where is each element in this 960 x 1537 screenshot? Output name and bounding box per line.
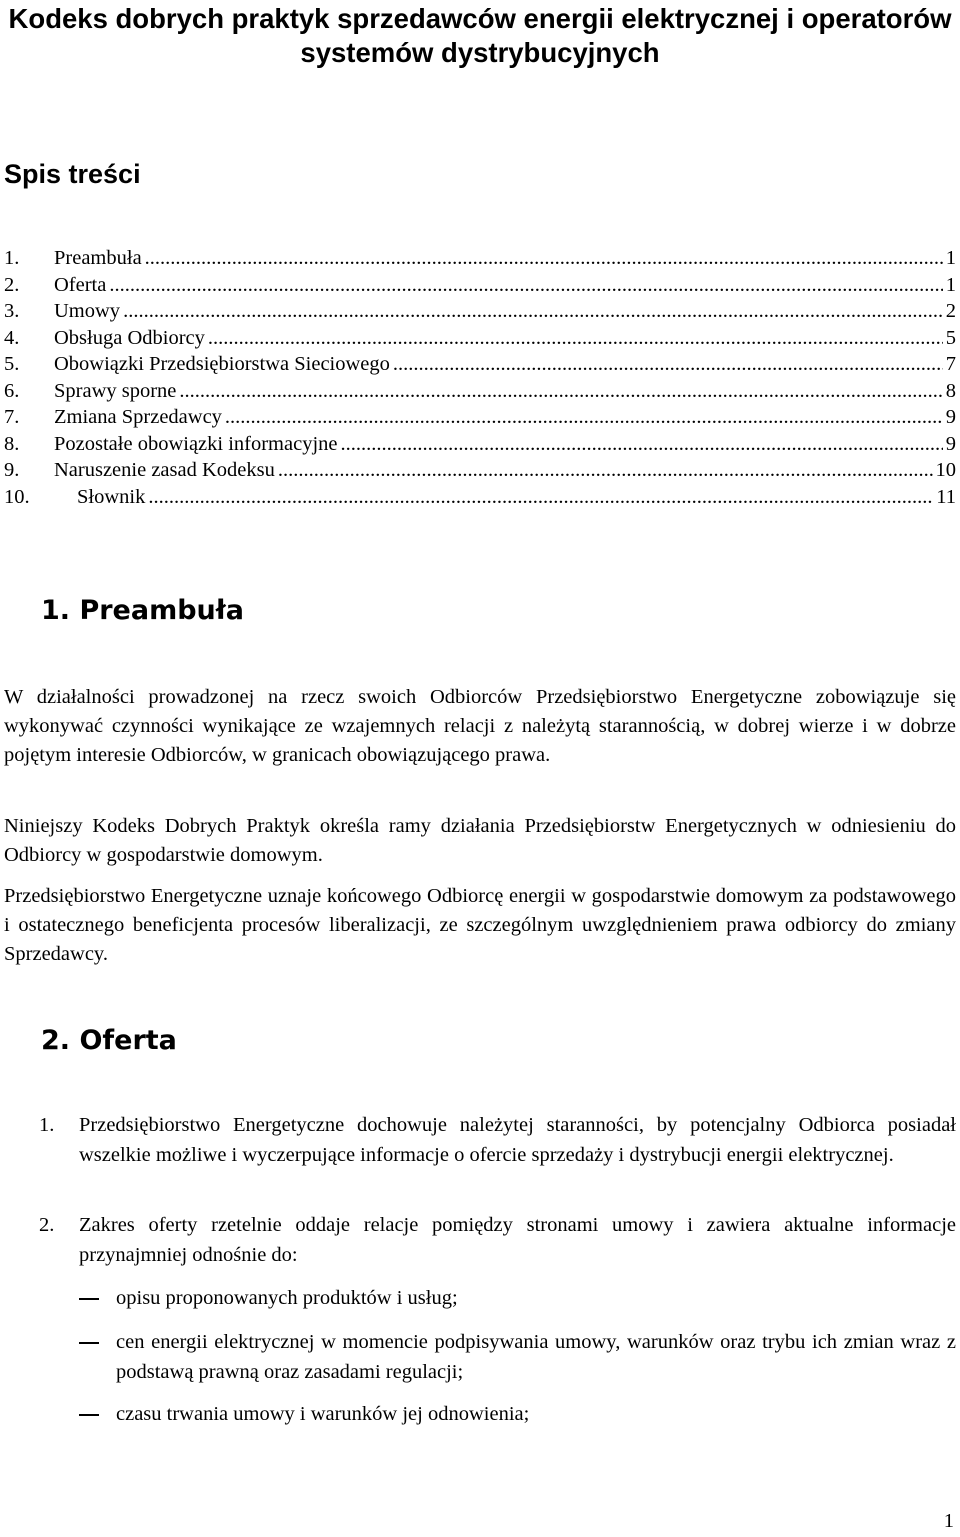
toc-dot-leader [341, 431, 943, 458]
document-title: Kodeks dobrych praktyk sprzedawców energii elektrycznej i operatorów systemów dystrybucyjnych [8, 3, 952, 68]
list-item-text: Zakres oferty rzetelnie oddaje relacje pomiędzy stronami umowy i zawiera aktualne informacje przynajmniej odnośnie do: [79, 1214, 956, 1266]
toc-entry-number: 6. [4, 379, 20, 402]
toc-entry[interactable] [4, 457, 956, 484]
toc-entry-label: Umowy [54, 300, 121, 322]
dash-item-text: czasu trwania umowy i warunków jej odnowienia; [116, 1403, 530, 1425]
toc-entry-page: 1 [945, 273, 956, 296]
toc-entry-label: Pozostałe obowiązki informacyjne [54, 432, 338, 455]
toc-entry-label: Sprawy sporne [54, 379, 177, 402]
toc-entry-number: 7. [4, 406, 20, 428]
toc-entry-page: 11 [936, 485, 956, 508]
toc-entry-page: 9 [945, 432, 956, 455]
section-heading-preambula: 1. Preambuła [41, 595, 245, 626]
dash-item-text: opisu proponowanych produktów i usług; [116, 1287, 458, 1309]
toc-dot-leader [109, 272, 942, 299]
toc-entry[interactable] [4, 325, 956, 352]
toc-entry-number: 4. [4, 326, 20, 349]
toc-entry-number: 8. [4, 432, 20, 455]
section-heading-oferta: 2. Oferta [41, 1025, 177, 1056]
toc-entry-number: 5. [4, 353, 20, 375]
toc-dot-leader [208, 325, 943, 352]
toc-dot-leader [148, 484, 933, 511]
toc-entry-label: Zmiana Sprzedawcy [54, 406, 222, 428]
toc-entry-number: 9. [4, 459, 20, 481]
toc-entry-page: 9 [945, 406, 956, 428]
toc-entry[interactable] [4, 431, 956, 458]
paragraph: Niniejszy Kodeks Dobrych Praktyk określa ramy działania Przedsiębiorstw Energetycznych w odniesieniu do Odbiorcy w gospodarstwie domowym. [4, 815, 956, 866]
toc-dot-leader [225, 404, 943, 431]
toc-entry-label: Oferta [54, 273, 107, 296]
toc-entry-number: 10. [4, 485, 30, 508]
dash-list-item [79, 1284, 956, 1314]
dash-bullet-icon [79, 1284, 99, 1300]
toc-entry-page: 7 [945, 353, 956, 375]
toc-entry-label: Obowiązki Przedsiębiorstwa Sieciowego [54, 353, 390, 375]
toc-dot-leader [123, 298, 943, 325]
list-item-text: Przedsiębiorstwo Energetyczne dochowuje należytej staranności, by potencjalny Odbiorca posiadał wszelkie możliwe i wyczerpujące informacje o ofercie sprzedaży i dystrybucji energii elektrycznej. [79, 1114, 956, 1166]
toc-entry-number: 1. [4, 247, 20, 269]
toc-entry[interactable] [4, 272, 956, 299]
toc-entry[interactable] [4, 351, 956, 378]
toc-entry-label: Naruszenie zasad Kodeksu [54, 459, 275, 481]
toc-dot-leader [278, 457, 933, 484]
toc-entry-page: 5 [945, 326, 956, 349]
numbered-list-item [39, 1211, 956, 1270]
toc-entry-label: Preambuła [54, 247, 142, 269]
toc-entry-page: 2 [945, 300, 956, 322]
toc-dot-leader [179, 378, 942, 405]
toc-entry-page: 10 [935, 459, 956, 481]
toc-entry[interactable] [4, 404, 956, 431]
paragraph: W działalności prowadzonej na rzecz swoich Odbiorców Przedsiębiorstwo Energetyczne zobowiązuje się wykonywać czynności wynikające ze wzajemnych relacji z należytą starannością, w dobrej wierze i w dobrze pojętym interesie Odbiorców, w granicach obowiązującego prawa. [4, 686, 956, 766]
toc-entry-number: 2. [4, 273, 20, 296]
toc-entry[interactable] [4, 245, 956, 272]
list-item-number: 2. [39, 1214, 55, 1236]
paragraph: Przedsiębiorstwo Energetyczne uznaje końcowego Odbiorcę energii w gospodarstwie domowym za podstawowego i ostatecznego beneficjenta procesów liberalizacji, ze szczególnym uwzględnieniem prawa odbiorcy do zmiany Sprzedawcy. [4, 885, 956, 965]
toc-entry-number: 3. [4, 300, 20, 322]
toc-entry[interactable] [4, 484, 956, 511]
dash-list-item [79, 1328, 956, 1387]
toc-entry[interactable] [4, 298, 956, 325]
list-item-number: 1. [39, 1114, 55, 1136]
dash-item-text: cen energii elektrycznej w momencie podpisywania umowy, warunków oraz trybu ich zmian wraz z podstawą prawną oraz zasadami regulacji; [116, 1331, 956, 1383]
toc-entry-label: Obsługa Odbiorcy [54, 326, 205, 349]
table-of-contents [4, 245, 956, 510]
toc-entry-page: 8 [945, 379, 956, 402]
toc-entry-page: 1 [945, 247, 956, 269]
dash-bullet-icon [79, 1400, 99, 1416]
toc-dot-leader [145, 245, 943, 272]
toc-heading: Spis treści [4, 159, 141, 189]
toc-entry-label: Słownik [77, 485, 146, 508]
dash-bullet-icon [79, 1328, 99, 1344]
dash-list-item [79, 1400, 956, 1430]
page-number: 1 [943, 1510, 954, 1532]
toc-entry[interactable] [4, 378, 956, 405]
numbered-list-item [39, 1111, 956, 1170]
toc-dot-leader [393, 351, 943, 378]
